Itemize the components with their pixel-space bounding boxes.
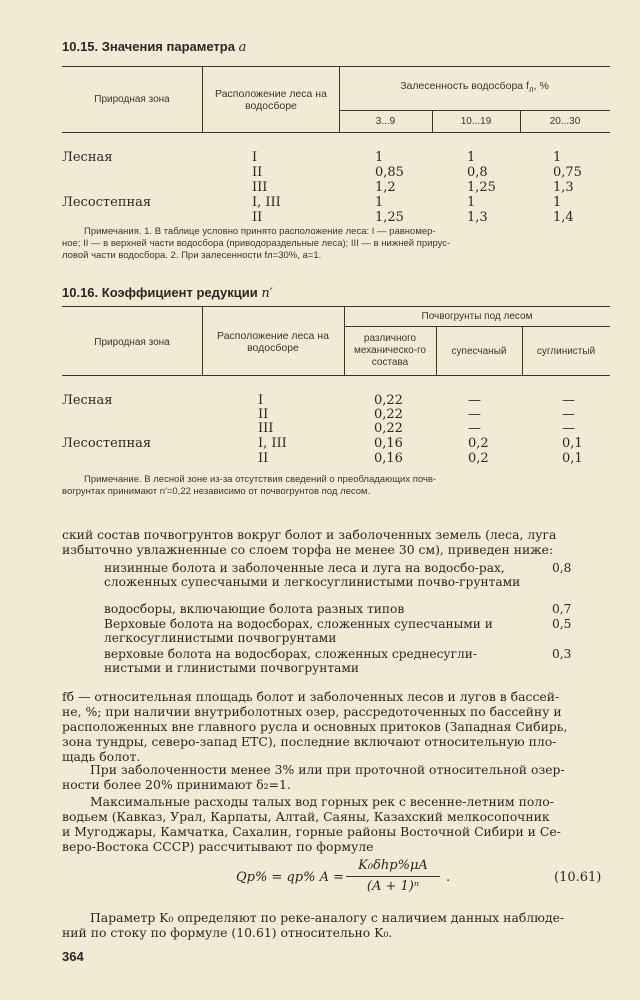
table1-loc-cell: I, III	[252, 195, 281, 210]
table2-header-soil-type: различного механическо-го состава	[354, 333, 426, 368]
table1-value-cell: 1	[375, 195, 384, 210]
table2-loc-cell: III	[258, 421, 274, 436]
table2-value-cell: —	[562, 407, 575, 422]
table1-header-range: 20...30	[549, 116, 581, 127]
formula-lhs: Qp% = qp% A =	[236, 870, 345, 885]
table2-header-forest: Расположение леса на водосборе	[217, 330, 329, 354]
table1-value-cell: 1	[375, 150, 384, 165]
table1-value-cell: 0,75	[553, 165, 582, 180]
table1-loc-cell: I	[252, 150, 258, 165]
table1-value-cell: 1	[467, 150, 476, 165]
table1-header-cover: Залесенность водосбора $f_л$, %	[400, 80, 549, 95]
table2-value-cell: 0,22	[374, 407, 403, 422]
table2-value-cell: —	[562, 421, 575, 436]
table2-header-soil: Почвогрунты под лесом	[421, 311, 533, 322]
table2-zone-cell: Лесостепная	[62, 436, 152, 451]
table1-value-cell: 1,2	[375, 180, 396, 195]
table1-value-cell: 1,3	[467, 210, 488, 225]
table2-divider	[202, 306, 203, 375]
list-item: низинные болота и заболоченные леса и луга на водосбо-рах, сложенных супесчаными и легкосуглинистыми почво-грунтами 0,8	[104, 561, 572, 589]
table2-subheader-rule	[344, 326, 610, 327]
table2-value-cell: —	[468, 421, 481, 436]
table1-value-cell: 1	[553, 150, 562, 165]
table1-header-range: 10...19	[460, 116, 492, 127]
list-item: верховые болота на водосборах, сложенных среднесугли-нистыми и глинистыми почвогрунтами 0,3	[104, 647, 572, 675]
table1-value-cell: 0,85	[375, 165, 404, 180]
paragraph-soil-composition: ский состав почвогрунтов вокруг болот и заболоченных земель (леса, луга избыточно увлажненные со слоем торфа не менее 30 см), приведен ниже:	[62, 527, 557, 557]
table2-header-rule	[62, 375, 610, 376]
table2-value-cell: 0,16	[374, 436, 403, 451]
table1-value-cell: 1,25	[467, 180, 496, 195]
table2-zone-cell: Лесная	[62, 393, 113, 408]
page-number: 364	[62, 949, 84, 964]
table1-value-cell: 1	[553, 195, 562, 210]
table1-caption: 10.15. Значения параметра a	[62, 39, 247, 55]
table2-header-soil-type: супесчаный	[451, 346, 507, 357]
table2-value-cell: —	[562, 393, 575, 408]
table2-value-cell: 0,1	[562, 451, 583, 466]
list-item: Верховые болота на водосборах, сложенных супесчаными и легкосуглинистыми почвогрунтами 0,5	[104, 617, 572, 645]
table1-value-cell: 0,8	[467, 165, 488, 180]
table1-loc-cell: III	[252, 180, 268, 195]
table1-header-forest: Расположение леса на водосборе	[215, 88, 327, 112]
paragraph-mountain-rivers: Максимальные расходы талых вод горных рек с весенне-летним поло- водьем (Кавказ, Урал, Карпаты, Алтай, Саяны, Казахский мелкосопочник и Мугоджары, Камчатка, Сахалин, горные районы Восточной Сибири и Се- веро-Востока СССР) рассчитывают по формуле	[62, 794, 561, 854]
formula-numerator: K₀δhp%μA	[358, 858, 428, 873]
formula-10-61	[236, 858, 616, 900]
table1-value-cell: 1,25	[375, 210, 404, 225]
formula-period: .	[446, 870, 451, 885]
table2-value-cell: —	[468, 393, 481, 408]
table2-loc-cell: I, III	[258, 436, 287, 451]
table2-header-zone: Природная зона	[94, 337, 170, 348]
table1-loc-cell: II	[252, 165, 263, 180]
table2-loc-cell: I	[258, 393, 264, 408]
table1-top-rule	[62, 66, 610, 67]
table2-loc-cell: II	[258, 407, 269, 422]
table2-value-cell: 0,16	[374, 451, 403, 466]
table1-value-cell: 1,4	[553, 210, 574, 225]
table1-note: Примечания. 1. В таблице условно принято расположение леса: I — равномер- ное; II — в верхней части водосбора (приводораздельные леса); III — в нижней прирус- ловой части водосбора. 2. При залесенности fл=30%, a=1.	[62, 226, 451, 261]
table1-divider	[202, 66, 203, 132]
table1-subheader-rule	[339, 110, 610, 111]
formula-denominator: (A + 1)ⁿ	[366, 879, 420, 894]
table1-header-range: 3...9	[375, 116, 396, 127]
paragraph-swamp-area: fб — относительная площадь болот и заболоченных лесов и лугов в бассей- не, %; при наличии внутриболотных озер, рассредоточенных по бассейну и расположенных вне главного русла и основных притоков (Западная Сибирь, зона тундры, северо-запад ЕТС), последние включают относительную пло- щадь болот.	[62, 689, 568, 764]
coefficient-list	[104, 562, 594, 678]
table1-zone-cell: Лесная	[62, 150, 113, 165]
table1-header-rule	[62, 132, 610, 133]
table2-value-cell: 0,2	[468, 436, 489, 451]
table2-caption: 10.16. Коэффициент редукции n′	[62, 285, 273, 301]
table2-top-rule	[62, 306, 610, 307]
table1-loc-cell: II	[252, 210, 263, 225]
table1-header-zone: Природная зона	[94, 94, 170, 105]
table2-value-cell: 0,22	[374, 393, 403, 408]
table2-value-cell: 0,1	[562, 436, 583, 451]
fraction-bar	[346, 876, 440, 877]
table2-loc-cell: II	[258, 451, 269, 466]
table2-note: Примечание. В лесной зоне из-за отсутствия сведений о преобладающих почв- вогрунтах принимают n′=0,22 независимо от почвогрунтов под лесом.	[62, 474, 437, 497]
table2-value-cell: —	[468, 407, 481, 422]
paragraph-parameter-k0: Параметр K₀ определяют по реке-аналогу с наличием данных наблюде- ний по стоку по формуле (10.61) относительно K₀.	[62, 910, 565, 940]
table1-zone-cell: Лесостепная	[62, 195, 152, 210]
table2-header-soil-type: суглинистый	[536, 346, 596, 357]
table1-value-cell: 1	[467, 195, 476, 210]
table2-value-cell: 0,22	[374, 421, 403, 436]
list-item: водосборы, включающие болота разных типов 0,7	[104, 602, 572, 616]
table1-value-cell: 1,3	[553, 180, 574, 195]
paragraph-lake-condition: При заболоченности менее 3% или при проточной относительной озер- ности более 20% принимают δ₂=1.	[62, 762, 565, 792]
formula-number: (10.61)	[554, 870, 602, 885]
table2-value-cell: 0,2	[468, 451, 489, 466]
